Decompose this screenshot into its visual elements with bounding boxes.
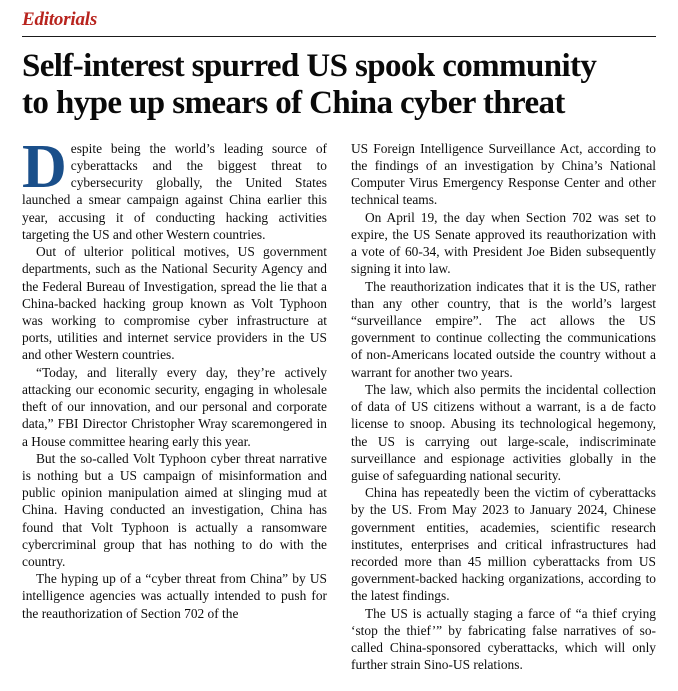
paragraph: Out of ulterior political motives, US government departments, such as the National Security Agency and the Federal Bureau of Investigation, spread the lie that a China-backed hacking group known as Volt Typhoon was working to compromise cyber infrastructure at ports, utilities and internet service providers in the US and other Western countries. (22, 244, 327, 363)
paragraph (22, 132, 327, 243)
section-kicker: Editorials (22, 9, 98, 30)
headline-line-2: to hype up smears of China cyber threat (22, 84, 565, 121)
paragraph: “Today, and literally every day, they’re actively attacking our economic security, engaging in wholesale theft of our innovation, and our personal and corporate data,” FBI Director Christopher Wray scaremongered in a House committee hearing early this year. (22, 364, 327, 449)
paragraph: The law, which also permits the incidental collection of data of US citizens without a warrant, is a de facto license to snoop. Abusing its technological hegemony, the US is carrying out large-scale, indiscriminate surveillance and espionage activities globally in the guise of safeguarding national security. (351, 381, 656, 483)
article-body (22, 132, 656, 674)
column-left (22, 132, 327, 622)
column-right (351, 140, 656, 674)
paragraph: The US is actually staging a farce of “a thief crying ‘stop the thief’” by fabricating false narratives of so-called China-sponsored cyberattacks, which will only further strain Sino-US relations. (351, 605, 656, 673)
page-title (22, 48, 656, 122)
header-divider (22, 36, 656, 37)
paragraph: The hyping up of a “cyber threat from China” by US intelligence agencies was actually intended to push for the reauthorization of Section 702 of the (22, 571, 327, 621)
paragraph: But the so-called Volt Typhoon cyber threat narrative is nothing but a US campaign of misinformation and public opinion manipulation aimed at slinging mud at China. Having conducted an investigation, China has found that Volt Typhoon is actually a ransomware cybercriminal group that has nothing to do with the country. (22, 450, 327, 570)
paragraph: On April 19, the day when Section 702 was set to expire, the US Senate approved its reauthorization with a vote of 60-34, with President Joe Biden subsequently signing it into law. (351, 209, 656, 277)
headline-line-1: Self-interest spurred US spook community (22, 47, 597, 84)
drop-cap: D (22, 132, 67, 201)
paragraph: The reauthorization indicates that it is the US, rather than any other country, that is the world’s largest “surveillance empire”. The act allows the US government to continue collecting the communications of non-Americans located outside the country without a warrant for another two years. (351, 278, 656, 380)
paragraph: US Foreign Intelligence Surveillance Act, according to the findings of an investigation by China’s National Computer Virus Emergency Response Center and other technical teams. (351, 140, 656, 208)
paragraph-text: espite being the world’s leading source of cyberattacks and the biggest threat to cybersecurity globally, the United States launched a smear campaign against China earlier this year, accusing it of conducting hacking activities targeting the US and other Western countries. (22, 140, 327, 242)
paragraph: China has repeatedly been the victim of cyberattacks by the US. From May 2023 to January 2024, Chinese government entities, academies, scientific research institutes, enterprises and critical infrastructures had recorded more than 45 million cyberattacks from US government-backed hacking organizations, according to the latest findings. (351, 485, 656, 604)
